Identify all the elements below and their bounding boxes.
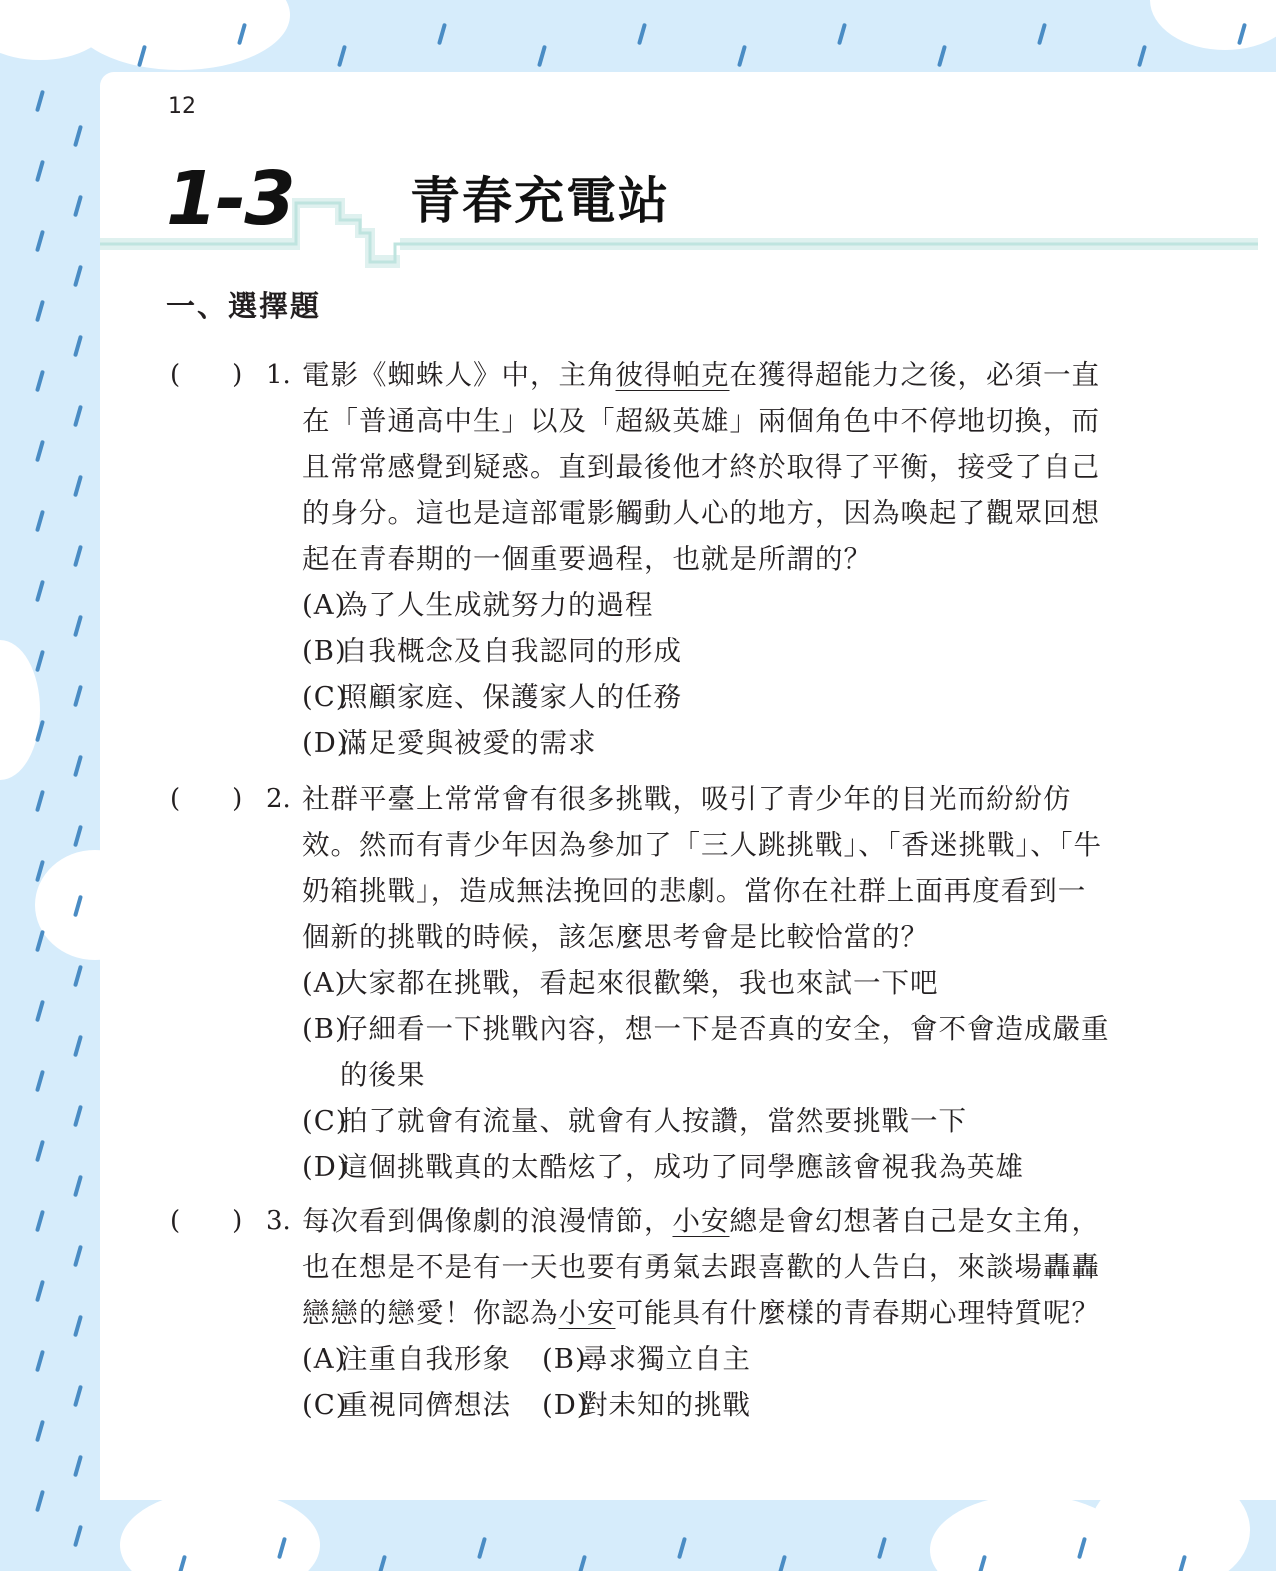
option-a (302, 582, 1114, 628)
rain-dash (35, 1420, 45, 1442)
rain-dash (73, 755, 83, 777)
rain-dash (437, 23, 447, 45)
stem-text: 在獲得超能力之後，必須一直在「普通高中生」以及「超級英雄」兩個角色中不停地切換，而且常常感覺到疑惑。直到最後他才終於取得了平衡，接受了自己的身分。這也是這部電影觸動人心的地方，因為喚起了觀眾回想起在青春期的一個重要過程，也就是所謂的？ (302, 359, 1100, 575)
option-d (302, 1144, 1114, 1190)
rain-dash (737, 45, 747, 67)
stem-text: 電影《蜘蛛人》中，主角 (302, 359, 616, 391)
rain-dash (73, 1035, 83, 1057)
answer-blank: ( ) (170, 1206, 243, 1236)
rain-dash (177, 1555, 187, 1571)
option-letter: (D) (302, 727, 349, 759)
option-b (302, 1006, 1114, 1098)
rain-dash (73, 125, 83, 147)
option-text: 大家都在挑戰，看起來很歡樂，我也來試一下吧 (340, 967, 939, 999)
option-text: 滿足愛與被愛的需求 (340, 727, 597, 759)
rain-dash (137, 45, 147, 67)
rain-dash (73, 1315, 83, 1337)
section-number: 1-3 (166, 156, 294, 242)
rain-dash (73, 1455, 83, 1477)
stem-proper-name: 小安 (672, 1205, 730, 1237)
stem-proper-name: 小安 (558, 1297, 616, 1329)
option-letter: (B) (302, 635, 347, 667)
rain-dash (877, 1537, 887, 1559)
rain-dash (73, 615, 83, 637)
option-text: 尋求獨立自主 (580, 1343, 751, 1375)
rain-dash (35, 1210, 45, 1232)
rain-dash (1237, 23, 1247, 45)
rain-dash (35, 1140, 45, 1162)
option-row-2 (302, 1382, 1114, 1428)
rain-dash (73, 1175, 83, 1197)
answer-blank: ( ) (170, 360, 243, 390)
rain-dash (73, 405, 83, 427)
rain-dash (1077, 1537, 1087, 1559)
rain-dash (937, 45, 947, 67)
option-text: 自我概念及自我認同的形成 (340, 635, 682, 667)
rain-dash (73, 685, 83, 707)
rain-dash (35, 370, 45, 392)
option-text: 這個挑戰真的太酷炫了，成功了同學應該會視我為英雄 (340, 1151, 1024, 1183)
rain-dash (35, 1000, 45, 1022)
option-c (302, 1098, 1114, 1144)
option-letter: (D) (542, 1389, 589, 1421)
rain-dash (73, 825, 83, 847)
option-letter: (A) (302, 589, 347, 621)
page-number: 12 (168, 94, 196, 119)
option-letter: (A) (302, 967, 347, 999)
question-body (302, 776, 1114, 1190)
rain-dash (73, 895, 83, 917)
rain-dash (35, 930, 45, 952)
rain-dash (35, 720, 45, 742)
option-text: 注重自我形象 (340, 1343, 511, 1375)
rain-dash (35, 860, 45, 882)
option-d (302, 720, 1114, 766)
option-b (542, 1336, 782, 1382)
rain-dash (35, 580, 45, 602)
rain-dash (35, 1070, 45, 1092)
option-text: 仔細看一下挑戰內容，想一下是否真的安全，會不會造成嚴重的後果 (340, 1013, 1110, 1091)
rain-dash (73, 1525, 83, 1547)
question-stem (302, 352, 1114, 582)
rain-dash (35, 1280, 45, 1302)
rain-dash (35, 510, 45, 532)
rain-dash (35, 300, 45, 322)
question-body (302, 352, 1114, 766)
rain-dash (73, 545, 83, 567)
question-number: 1. (266, 360, 291, 390)
rain-dash (73, 475, 83, 497)
question-number: 2. (266, 784, 291, 814)
rain-dash (977, 1555, 987, 1571)
option-b (302, 628, 1114, 674)
option-c (302, 1382, 542, 1428)
option-d (542, 1382, 782, 1428)
rain-dash (1037, 23, 1047, 45)
rain-dash (777, 1555, 787, 1571)
rain-dash (837, 23, 847, 45)
option-text: 拍了就會有流量、就會有人按讚，當然要挑戰一下 (340, 1105, 967, 1137)
rain-dash (1177, 1555, 1187, 1571)
stem-text: 可能具有什麼樣的青春期心理特質呢？ (615, 1297, 1100, 1329)
rain-dash (73, 335, 83, 357)
rain-dash (237, 23, 247, 45)
rain-dash (677, 1537, 687, 1559)
option-text: 對未知的挑戰 (580, 1389, 751, 1421)
rain-dash (73, 195, 83, 217)
stem-proper-name: 彼得帕克 (615, 359, 730, 391)
rain-dash (73, 965, 83, 987)
rain-dash (35, 1490, 45, 1512)
stem-text: 總是會幻想著自己是女主角，也在想是不是有一天也要有勇氣去跟喜歡的人告白，來談場轟轟戀戀的戀愛！你認為 (302, 1205, 1100, 1329)
option-letter: (D) (302, 1151, 349, 1183)
rain-dash (73, 1105, 83, 1127)
option-a (302, 1336, 542, 1382)
rain-dash (35, 790, 45, 812)
rain-dash (35, 650, 45, 672)
rain-dash (377, 1555, 387, 1571)
option-text: 為了人生成就努力的過程 (340, 589, 654, 621)
option-letter: (A) (302, 1343, 347, 1375)
rain-dash (1137, 45, 1147, 67)
question-stem: 社群平臺上常常會有很多挑戰，吸引了青少年的目光而紛紛仿效。然而有青少年因為參加了「三人跳挑戰」、「香迷挑戰」、「牛奶箱挑戰」，造成無法挽回的悲劇。當你在社群上面再度看到一個新的挑戰的時候，該怎麼思考會是比較恰當的？ (302, 783, 1102, 953)
option-letter: (C) (302, 681, 348, 713)
rain-dash (73, 1385, 83, 1407)
rain-dash (35, 230, 45, 252)
rain-dash (277, 1537, 287, 1559)
question-number: 3. (266, 1206, 291, 1236)
rain-dash (35, 90, 45, 112)
rain-dash (637, 23, 647, 45)
stem-text: 每次看到偶像劇的浪漫情節， (302, 1205, 673, 1237)
rain-dash (477, 1537, 487, 1559)
option-letter: (C) (302, 1389, 348, 1421)
rain-dash (337, 45, 347, 67)
section-title: 青春充電站 (410, 172, 670, 230)
subheading-multiple-choice: 一、選擇題 (166, 289, 322, 323)
option-letter: (C) (302, 1105, 348, 1137)
option-text: 重視同儕想法 (340, 1389, 511, 1421)
rain-dash (577, 1555, 587, 1571)
option-a (302, 960, 1114, 1006)
option-letter: (B) (542, 1343, 587, 1375)
rain-dash (35, 160, 45, 182)
answer-blank: ( ) (170, 784, 243, 814)
option-row-1 (302, 1336, 1114, 1382)
rain-dash (35, 440, 45, 462)
rain-dash (35, 1350, 45, 1372)
rain-dash (73, 1245, 83, 1267)
option-c (302, 674, 1114, 720)
question-body (302, 1198, 1114, 1428)
rain-dash (73, 265, 83, 287)
option-letter: (B) (302, 1013, 347, 1045)
question-stem (302, 1198, 1114, 1336)
option-text: 照顧家庭、保護家人的任務 (340, 681, 682, 713)
rain-dash (537, 45, 547, 67)
